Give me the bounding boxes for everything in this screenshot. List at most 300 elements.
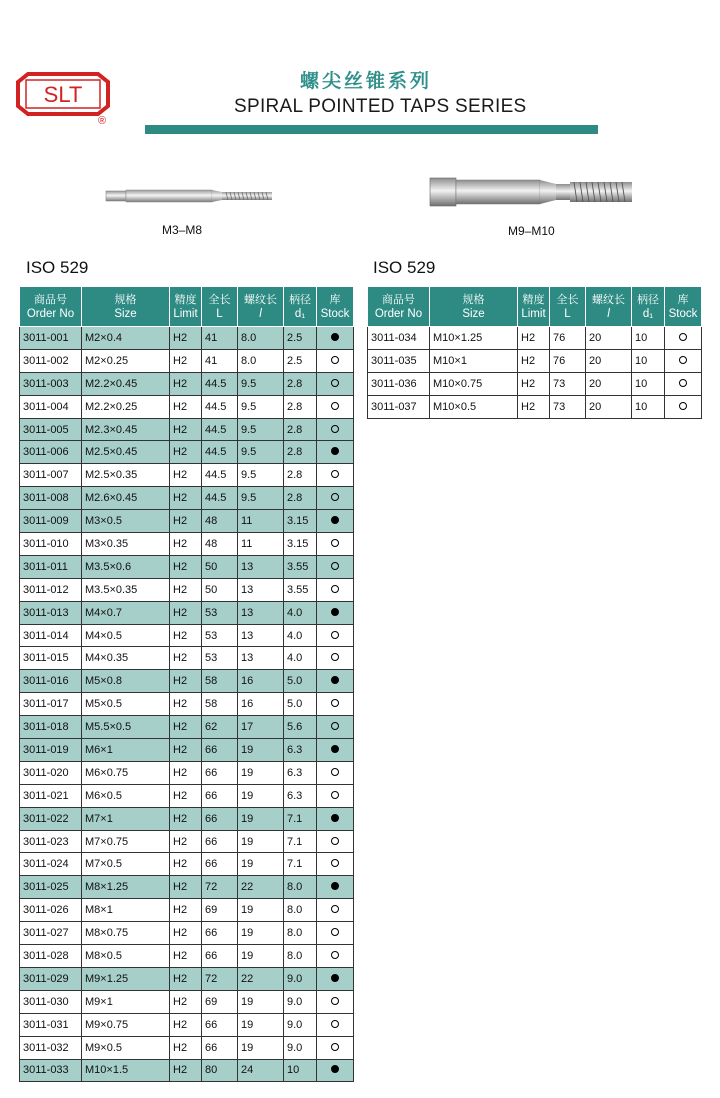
cell-shank-dia: 8.0 xyxy=(284,922,317,945)
out-of-stock-circle-icon xyxy=(331,1043,339,1051)
cell-thread-length: 8.0 xyxy=(238,327,284,350)
cell-order-no: 3011-018 xyxy=(20,716,82,739)
cell-length: 66 xyxy=(202,1013,238,1036)
cell-limit: H2 xyxy=(170,464,202,487)
cell-limit: H2 xyxy=(170,372,202,395)
table-row xyxy=(20,395,354,418)
cell-order-no: 3011-006 xyxy=(20,441,82,464)
cell-limit: H2 xyxy=(170,716,202,739)
cell-shank-dia: 3.15 xyxy=(284,510,317,533)
cell-order-no: 3011-023 xyxy=(20,830,82,853)
cell-limit: H2 xyxy=(518,372,550,395)
cell-length: 66 xyxy=(202,739,238,762)
in-stock-dot-icon xyxy=(331,745,339,753)
cell-limit: H2 xyxy=(170,441,202,464)
table-row xyxy=(20,1059,354,1082)
cell-stock xyxy=(317,967,354,990)
in-stock-dot-icon xyxy=(331,882,339,890)
cell-size: M2×0.25 xyxy=(82,349,170,372)
cell-size: M9×0.5 xyxy=(82,1036,170,1059)
cell-size: M5.5×0.5 xyxy=(82,716,170,739)
cell-thread-length: 19 xyxy=(238,830,284,853)
cell-length: 53 xyxy=(202,624,238,647)
table-row xyxy=(20,739,354,762)
cell-thread-length: 22 xyxy=(238,967,284,990)
cell-thread-length: 24 xyxy=(238,1059,284,1082)
cell-length: 58 xyxy=(202,693,238,716)
cell-limit: H2 xyxy=(518,349,550,372)
cell-shank-dia: 10 xyxy=(632,395,665,418)
cell-stock xyxy=(317,761,354,784)
cell-shank-dia: 2.8 xyxy=(284,441,317,464)
cell-limit: H2 xyxy=(170,945,202,968)
cell-shank-dia: 10 xyxy=(284,1059,317,1082)
cell-length: 66 xyxy=(202,784,238,807)
table-row xyxy=(20,510,354,533)
cell-shank-dia: 8.0 xyxy=(284,899,317,922)
col-limit: 精度 Limit xyxy=(518,287,550,327)
table-row xyxy=(368,349,702,372)
out-of-stock-circle-icon xyxy=(331,905,339,913)
cell-limit: H2 xyxy=(170,327,202,350)
cell-order-no: 3011-028 xyxy=(20,945,82,968)
cell-shank-dia: 3.55 xyxy=(284,555,317,578)
table-row xyxy=(20,624,354,647)
cell-shank-dia: 7.1 xyxy=(284,853,317,876)
table-row xyxy=(20,1036,354,1059)
cell-limit: H2 xyxy=(170,761,202,784)
col-length: 全长 L xyxy=(202,287,238,327)
cell-thread-length: 19 xyxy=(238,853,284,876)
cell-limit: H2 xyxy=(170,899,202,922)
cell-stock xyxy=(317,716,354,739)
cell-shank-dia: 3.55 xyxy=(284,578,317,601)
cell-shank-dia: 9.0 xyxy=(284,1036,317,1059)
cell-thread-length: 17 xyxy=(238,716,284,739)
cell-order-no: 3011-004 xyxy=(20,395,82,418)
in-stock-dot-icon xyxy=(331,1065,339,1073)
table-row xyxy=(20,784,354,807)
cell-stock xyxy=(317,349,354,372)
out-of-stock-circle-icon xyxy=(331,379,339,387)
cell-stock xyxy=(317,327,354,350)
table-row xyxy=(20,693,354,716)
cell-thread-length: 19 xyxy=(238,945,284,968)
cell-order-no: 3011-003 xyxy=(20,372,82,395)
cell-length: 44.5 xyxy=(202,441,238,464)
cell-limit: H2 xyxy=(170,418,202,441)
cell-thread-length: 20 xyxy=(586,327,632,350)
cell-thread-length: 13 xyxy=(238,601,284,624)
cell-limit: H2 xyxy=(170,967,202,990)
cell-size: M6×0.5 xyxy=(82,784,170,807)
cell-size: M10×1 xyxy=(430,349,518,372)
cell-size: M2.2×0.25 xyxy=(82,395,170,418)
col-length: 全长 L xyxy=(550,287,586,327)
cell-thread-length: 13 xyxy=(238,578,284,601)
cell-shank-dia: 4.0 xyxy=(284,647,317,670)
cell-size: M2.2×0.45 xyxy=(82,372,170,395)
table-row xyxy=(20,578,354,601)
cell-thread-length: 19 xyxy=(238,922,284,945)
cell-length: 76 xyxy=(550,327,586,350)
table-row xyxy=(20,761,354,784)
cell-shank-dia: 2.8 xyxy=(284,464,317,487)
cell-order-no: 3011-002 xyxy=(20,349,82,372)
spec-table-right xyxy=(367,286,702,419)
cell-limit: H2 xyxy=(518,327,550,350)
cell-stock xyxy=(317,853,354,876)
cell-stock xyxy=(317,395,354,418)
cell-length: 50 xyxy=(202,578,238,601)
cell-order-no: 3011-020 xyxy=(20,761,82,784)
cell-stock xyxy=(317,876,354,899)
cell-size: M9×0.75 xyxy=(82,1013,170,1036)
cell-thread-length: 19 xyxy=(238,990,284,1013)
cell-size: M2.3×0.45 xyxy=(82,418,170,441)
cell-shank-dia: 7.1 xyxy=(284,830,317,853)
cell-order-no: 3011-033 xyxy=(20,1059,82,1082)
cell-thread-length: 9.5 xyxy=(238,418,284,441)
cell-length: 53 xyxy=(202,647,238,670)
cell-length: 44.5 xyxy=(202,487,238,510)
cell-limit: H2 xyxy=(170,578,202,601)
col-thread-length: 螺纹长 l xyxy=(586,287,632,327)
cell-thread-length: 8.0 xyxy=(238,349,284,372)
cell-thread-length: 19 xyxy=(238,1036,284,1059)
cell-thread-length: 20 xyxy=(586,349,632,372)
table-row xyxy=(20,807,354,830)
cell-stock xyxy=(317,739,354,762)
cell-limit: H2 xyxy=(170,990,202,1013)
cell-size: M10×0.75 xyxy=(430,372,518,395)
cell-order-no: 3011-024 xyxy=(20,853,82,876)
cell-order-no: 3011-007 xyxy=(20,464,82,487)
cell-size: M7×0.75 xyxy=(82,830,170,853)
cell-size: M10×0.5 xyxy=(430,395,518,418)
col-order-no: 商品号 Order No xyxy=(20,287,82,327)
cell-length: 66 xyxy=(202,761,238,784)
cell-limit: H2 xyxy=(170,1013,202,1036)
cell-size: M3.5×0.6 xyxy=(82,555,170,578)
cell-limit: H2 xyxy=(170,807,202,830)
cell-thread-length: 16 xyxy=(238,670,284,693)
cell-size: M7×0.5 xyxy=(82,853,170,876)
cell-length: 76 xyxy=(550,349,586,372)
cell-shank-dia: 8.0 xyxy=(284,945,317,968)
cell-order-no: 3011-005 xyxy=(20,418,82,441)
cell-limit: H2 xyxy=(170,1059,202,1082)
cell-length: 73 xyxy=(550,395,586,418)
cell-limit: H2 xyxy=(170,624,202,647)
cell-limit: H2 xyxy=(170,784,202,807)
cell-length: 48 xyxy=(202,533,238,556)
cell-size: M4×0.7 xyxy=(82,601,170,624)
cell-limit: H2 xyxy=(170,647,202,670)
in-stock-dot-icon xyxy=(331,516,339,524)
out-of-stock-circle-icon xyxy=(331,653,339,661)
cell-shank-dia: 2.5 xyxy=(284,349,317,372)
cell-thread-length: 20 xyxy=(586,395,632,418)
cell-thread-length: 9.5 xyxy=(238,441,284,464)
cell-shank-dia: 10 xyxy=(632,372,665,395)
col-order-no: 商品号 Order No xyxy=(368,287,430,327)
standard-label-right: ISO 529 xyxy=(373,258,436,277)
cell-thread-length: 9.5 xyxy=(238,395,284,418)
cell-stock xyxy=(665,349,702,372)
cell-stock xyxy=(317,510,354,533)
cell-order-no: 3011-015 xyxy=(20,647,82,670)
cell-stock xyxy=(317,601,354,624)
cell-size: M3.5×0.35 xyxy=(82,578,170,601)
cell-order-no: 3011-022 xyxy=(20,807,82,830)
cell-order-no: 3011-030 xyxy=(20,990,82,1013)
cell-length: 66 xyxy=(202,830,238,853)
table-row xyxy=(20,601,354,624)
cell-limit: H2 xyxy=(170,601,202,624)
cell-length: 41 xyxy=(202,327,238,350)
out-of-stock-circle-icon xyxy=(679,402,687,410)
cell-limit: H2 xyxy=(170,693,202,716)
cell-length: 53 xyxy=(202,601,238,624)
cell-thread-length: 19 xyxy=(238,784,284,807)
cell-order-no: 3011-035 xyxy=(368,349,430,372)
cell-stock xyxy=(665,327,702,350)
out-of-stock-circle-icon xyxy=(331,356,339,364)
cell-shank-dia: 9.0 xyxy=(284,990,317,1013)
out-of-stock-circle-icon xyxy=(331,699,339,707)
cell-length: 44.5 xyxy=(202,372,238,395)
out-of-stock-circle-icon xyxy=(331,631,339,639)
cell-order-no: 3011-012 xyxy=(20,578,82,601)
table-row xyxy=(20,441,354,464)
cell-length: 66 xyxy=(202,807,238,830)
out-of-stock-circle-icon xyxy=(331,425,339,433)
cell-size: M8×1 xyxy=(82,899,170,922)
cell-length: 44.5 xyxy=(202,395,238,418)
col-size: 规格 Size xyxy=(430,287,518,327)
cell-stock xyxy=(317,899,354,922)
cell-shank-dia: 5.0 xyxy=(284,670,317,693)
standard-label-left: ISO 529 xyxy=(26,258,89,277)
in-stock-dot-icon xyxy=(331,974,339,982)
out-of-stock-circle-icon xyxy=(679,356,687,364)
cell-order-no: 3011-034 xyxy=(368,327,430,350)
cell-size: M3×0.35 xyxy=(82,533,170,556)
cell-stock xyxy=(317,555,354,578)
cell-size: M8×0.75 xyxy=(82,922,170,945)
cell-stock xyxy=(317,784,354,807)
cell-size: M2.5×0.35 xyxy=(82,464,170,487)
cell-length: 73 xyxy=(550,372,586,395)
cell-shank-dia: 2.8 xyxy=(284,372,317,395)
col-size: 规格 Size xyxy=(82,287,170,327)
table-row xyxy=(20,945,354,968)
cell-length: 41 xyxy=(202,349,238,372)
cell-thread-length: 11 xyxy=(238,510,284,533)
table-row xyxy=(20,533,354,556)
cell-limit: H2 xyxy=(170,1036,202,1059)
cell-shank-dia: 4.0 xyxy=(284,624,317,647)
cell-thread-length: 13 xyxy=(238,555,284,578)
col-shank-dia: 柄径 d₁ xyxy=(632,287,665,327)
registered-mark: ® xyxy=(98,115,107,127)
out-of-stock-circle-icon xyxy=(331,539,339,547)
cell-order-no: 3011-025 xyxy=(20,876,82,899)
cell-limit: H2 xyxy=(170,510,202,533)
col-stock: 库 Stock xyxy=(665,287,702,327)
cell-stock xyxy=(317,533,354,556)
cell-order-no: 3011-036 xyxy=(368,372,430,395)
cell-size: M9×1.25 xyxy=(82,967,170,990)
out-of-stock-circle-icon xyxy=(331,585,339,593)
cell-limit: H2 xyxy=(170,395,202,418)
table-row xyxy=(368,327,702,350)
cell-stock xyxy=(665,395,702,418)
cell-shank-dia: 6.3 xyxy=(284,739,317,762)
cell-shank-dia: 9.0 xyxy=(284,967,317,990)
cell-size: M2.5×0.45 xyxy=(82,441,170,464)
cell-shank-dia: 2.8 xyxy=(284,487,317,510)
cell-thread-length: 13 xyxy=(238,647,284,670)
cell-stock xyxy=(317,693,354,716)
cell-length: 72 xyxy=(202,967,238,990)
cell-order-no: 3011-009 xyxy=(20,510,82,533)
out-of-stock-circle-icon xyxy=(331,402,339,410)
cell-thread-length: 19 xyxy=(238,761,284,784)
cell-order-no: 3011-031 xyxy=(20,1013,82,1036)
table-row xyxy=(20,899,354,922)
out-of-stock-circle-icon xyxy=(331,951,339,959)
cell-order-no: 3011-029 xyxy=(20,967,82,990)
cell-shank-dia: 6.3 xyxy=(284,761,317,784)
in-stock-dot-icon xyxy=(331,333,339,341)
table-row xyxy=(20,647,354,670)
cell-order-no: 3011-019 xyxy=(20,739,82,762)
tap-m3-m8-image xyxy=(104,184,276,208)
cell-stock xyxy=(317,418,354,441)
cell-limit: H2 xyxy=(518,395,550,418)
cell-stock xyxy=(317,578,354,601)
cell-shank-dia: 10 xyxy=(632,349,665,372)
cell-size: M2×0.4 xyxy=(82,327,170,350)
col-thread-length: 螺纹长 l xyxy=(238,287,284,327)
cell-size: M3×0.5 xyxy=(82,510,170,533)
in-stock-dot-icon xyxy=(331,447,339,455)
cell-stock xyxy=(317,647,354,670)
table-row xyxy=(20,922,354,945)
cell-size: M8×0.5 xyxy=(82,945,170,968)
cell-thread-length: 19 xyxy=(238,807,284,830)
out-of-stock-circle-icon xyxy=(331,997,339,1005)
cell-stock xyxy=(317,807,354,830)
table-row xyxy=(368,395,702,418)
cell-size: M5×0.5 xyxy=(82,693,170,716)
cell-order-no: 3011-010 xyxy=(20,533,82,556)
table-row xyxy=(20,327,354,350)
cell-limit: H2 xyxy=(170,349,202,372)
cell-shank-dia: 5.0 xyxy=(284,693,317,716)
cell-length: 50 xyxy=(202,555,238,578)
cell-limit: H2 xyxy=(170,555,202,578)
cell-stock xyxy=(317,830,354,853)
cell-order-no: 3011-017 xyxy=(20,693,82,716)
cell-limit: H2 xyxy=(170,739,202,762)
out-of-stock-circle-icon xyxy=(679,379,687,387)
cell-thread-length: 9.5 xyxy=(238,372,284,395)
cell-size: M10×1.5 xyxy=(82,1059,170,1082)
cell-order-no: 3011-016 xyxy=(20,670,82,693)
table-row xyxy=(20,555,354,578)
cell-order-no: 3011-021 xyxy=(20,784,82,807)
cell-order-no: 3011-027 xyxy=(20,922,82,945)
cell-order-no: 3011-001 xyxy=(20,327,82,350)
cell-stock xyxy=(317,624,354,647)
cell-length: 44.5 xyxy=(202,418,238,441)
table-row xyxy=(20,670,354,693)
cell-stock xyxy=(317,945,354,968)
cell-stock xyxy=(317,464,354,487)
cell-size: M8×1.25 xyxy=(82,876,170,899)
in-stock-dot-icon xyxy=(331,814,339,822)
col-limit: 精度 Limit xyxy=(170,287,202,327)
cell-shank-dia: 10 xyxy=(632,327,665,350)
cell-stock xyxy=(317,922,354,945)
table-header xyxy=(368,287,702,327)
cell-size: M4×0.5 xyxy=(82,624,170,647)
cell-stock xyxy=(317,990,354,1013)
cell-stock xyxy=(317,487,354,510)
out-of-stock-circle-icon xyxy=(679,333,687,341)
cell-shank-dia: 5.6 xyxy=(284,716,317,739)
title-english: SPIRAL POINTED TAPS SERIES xyxy=(234,96,527,117)
out-of-stock-circle-icon xyxy=(331,859,339,867)
cell-stock xyxy=(665,372,702,395)
tap-m9-m10-image xyxy=(428,172,636,212)
title-chinese: 螺尖丝锥系列 xyxy=(300,70,433,92)
cell-length: 69 xyxy=(202,990,238,1013)
cell-length: 44.5 xyxy=(202,464,238,487)
cell-size: M5×0.8 xyxy=(82,670,170,693)
table-header xyxy=(20,287,354,327)
cell-size: M7×1 xyxy=(82,807,170,830)
cell-shank-dia: 3.15 xyxy=(284,533,317,556)
cell-thread-length: 11 xyxy=(238,533,284,556)
cell-shank-dia: 2.8 xyxy=(284,395,317,418)
out-of-stock-circle-icon xyxy=(331,1020,339,1028)
cell-shank-dia: 4.0 xyxy=(284,601,317,624)
table-row xyxy=(20,1013,354,1036)
cell-thread-length: 9.5 xyxy=(238,487,284,510)
table-row xyxy=(20,830,354,853)
out-of-stock-circle-icon xyxy=(331,837,339,845)
cell-limit: H2 xyxy=(170,487,202,510)
col-shank-dia: 柄径 d₁ xyxy=(284,287,317,327)
cell-limit: H2 xyxy=(170,876,202,899)
in-stock-dot-icon xyxy=(331,676,339,684)
cell-limit: H2 xyxy=(170,670,202,693)
cell-stock xyxy=(317,670,354,693)
cell-shank-dia: 2.8 xyxy=(284,418,317,441)
table-row xyxy=(20,487,354,510)
cell-shank-dia: 6.3 xyxy=(284,784,317,807)
out-of-stock-circle-icon xyxy=(331,493,339,501)
cell-shank-dia: 7.1 xyxy=(284,807,317,830)
caption-large-tap: M9–M10 xyxy=(508,224,555,238)
out-of-stock-circle-icon xyxy=(331,470,339,478)
table-row xyxy=(20,418,354,441)
slt-logo xyxy=(14,68,110,128)
